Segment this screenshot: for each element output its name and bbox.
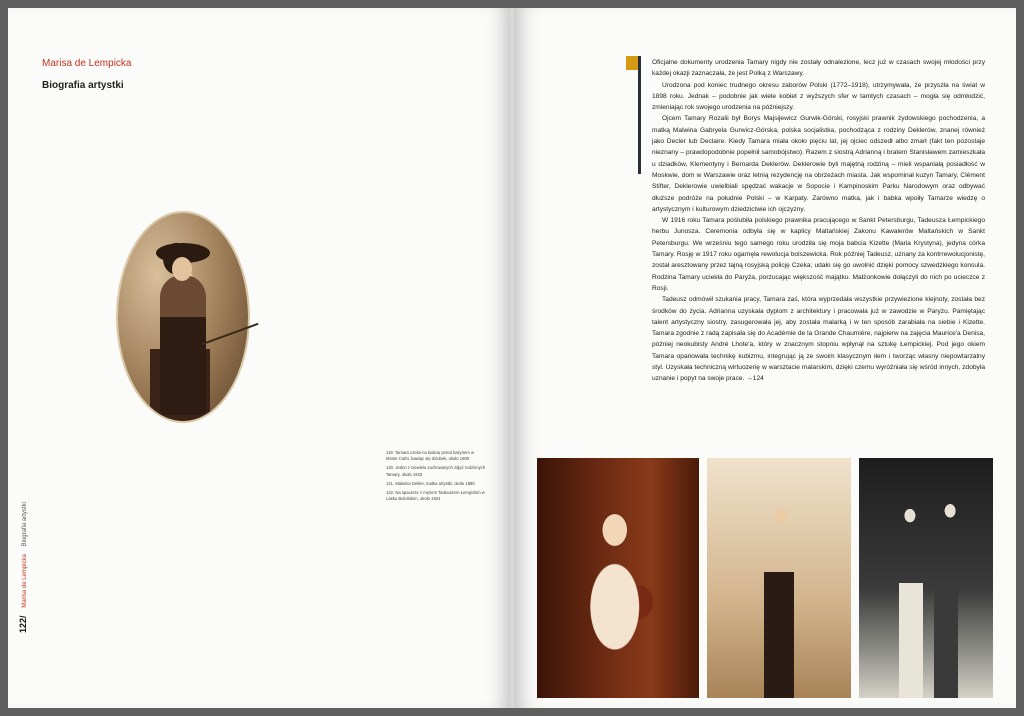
running-head-author: Marisa de Lempicka [22, 554, 28, 608]
paragraph: Tadeusz odmówił szukania pracy, Tamara zaś, która wyprzedała wszystkie przywiezione klejnoty, została bez środków do życia. Adrianna uzyskała dyplom z architektury i pracowała już w zawodzie w Paryżu. Pamiętając talent artystyczny siostry, zasugerowała jej, aby została malarką i w ten sposób zarabiała na siebie i Kizette. Tamara zgodnie z radą zapisała się do Académie de la Grande Chaumière, najpierw na zajęcia Maurice'a Denisa, później neokubisty André Lhote'a, który w znacznym stopniu wpłynął na sztukę Łempickiej. Pod jego okiem Tamara opanowała technikę kubizmu, integrując ją ze swoim klasycznym iłem i tworząc własny niepowtarzalny styl. Uzyskała techniczną wirtuozerię w warsztacie malarskim, dzięki czemu wyróżniała się wśród innych, zdobyła uznanie i popyt na swoje prace. →124 [652, 296, 985, 383]
caption: 121. Malwina Dekler, matka artystki, około 1880 [386, 480, 475, 486]
body-text [652, 57, 985, 385]
paragraph: Urodzona pod koniec trudnego okresu zaborów Polski (1772–1918), utrzymywała, że przyszła na świat w 1898 roku. Jednak – podobnie jak wiele kobiet z wyższych sfer w tamtych czasach – mogła się odmłodzić, zmieniając rok swojego urodzenia na późniejszy. [652, 81, 985, 112]
caption: 119. Tamara czeka na babcię przed kasynem w Monte Carlo, bawiąc się dziobek, około 1900 [386, 450, 475, 462]
caption: 120. Jedno z niewielu zachowanych zdjęć rodzinnych Tamary, około 1923 [386, 465, 486, 477]
page-number: 122/ [18, 615, 28, 633]
right-page [514, 8, 1016, 708]
figure-shape [160, 275, 206, 415]
paragraph: W 1916 roku Tamara poślubiła polskiego prawnika pracującego w Sankt Petersburgu, Tadeusza Łempickiego herbu Junosza. Ceremonia odbyła się w kaplicy Maltańskiej Zakonu Kawalerów Maltańskich w Sankt Petersburgu. We wrześniu tego samego roku urodziła się moja babcia Kizette (Maria Krystyna), jedyna córka Tamary. Rosję w 1917 roku ogarnęła rewolucja bolszewicka. Rok później Tadeusz, uznany za kontrrewolucjonistę, został aresztowany przez tajną rosyjską policję Czeka; udało się go uwolnić dzięki pomocy szwedzkiego konsula. Rodzina Tamary uciekła do Paryża, porzucając większość majątku. Małżonkowie dołączyli do nich po ucieczce z Rosji. [652, 217, 985, 292]
gold-accent-bar [626, 56, 638, 70]
dark-accent-bar [638, 56, 641, 174]
photo-woman-with-flowers [537, 458, 699, 698]
author-name: Marisa de Lempicka [42, 58, 132, 69]
cane-shape [201, 323, 258, 345]
paragraph: Oficjalne dokumenty urodzenia Tamary nigdy nie zostały odnalezione, lecz już w czasach swojej młodości przy każdej okazji zaznaczała, że jest Polką z Warszawy. [652, 59, 985, 78]
running-head-title: Biografia artystki [22, 502, 28, 547]
photo-couple [859, 458, 993, 698]
photo-woman-standing [707, 458, 851, 698]
oval-portrait-photo [118, 213, 248, 421]
caption: 122. Na spacerze z mężem Tadeuszem Łempickim w Lasku Bulońskim, około 1924 [386, 490, 485, 502]
folio [18, 502, 32, 633]
section-title: Biografia artystki [42, 80, 124, 91]
left-page [8, 8, 511, 708]
face-shape [172, 257, 192, 281]
paragraph: Ojcem Tamary Rozalii był Borys Majsijewicz Gurwik-Górski, rosyjski prawnik żydowskiego pochodzenia, a matką Malwina Gabryela Gurwicz-Górska, polska socjalistka, pochodząca z rodziny Deklerów, znanej również jako Decler lub Declaire. Kiedy Tamara miała około pięciu lat, jej ojciec odszedł albo zmarł (fakt ten pozostaje nieznany – prawdopodobnie popełnił samobójstwo). Razem z siostrą Adrianną i bratem Stanisławem zamieszkała u dziadków, Klementyny i Bernarda Deklerów. Deklerowie byli majętną rodziną – mieli wspaniałą posiadłość w Moskwie, dom w Warszawie oraz letnią rezydencję na obrzeżach miasta. Jak wspominał kuzyn Tamary, Clément Stifter, Deklerowie uwielbiali spędzać wakacje w Sopocie i Kampinoskim Parku Narodowym oraz odbywać dłuższe podróże na południe Polski – w Karpaty. Zarówno matka, jak i babka wpoiły Tamarze wiedzę o artystycznym i kulturowym dziedzictwie ich ojczyzny. [652, 115, 985, 213]
photo-captions [386, 450, 486, 505]
